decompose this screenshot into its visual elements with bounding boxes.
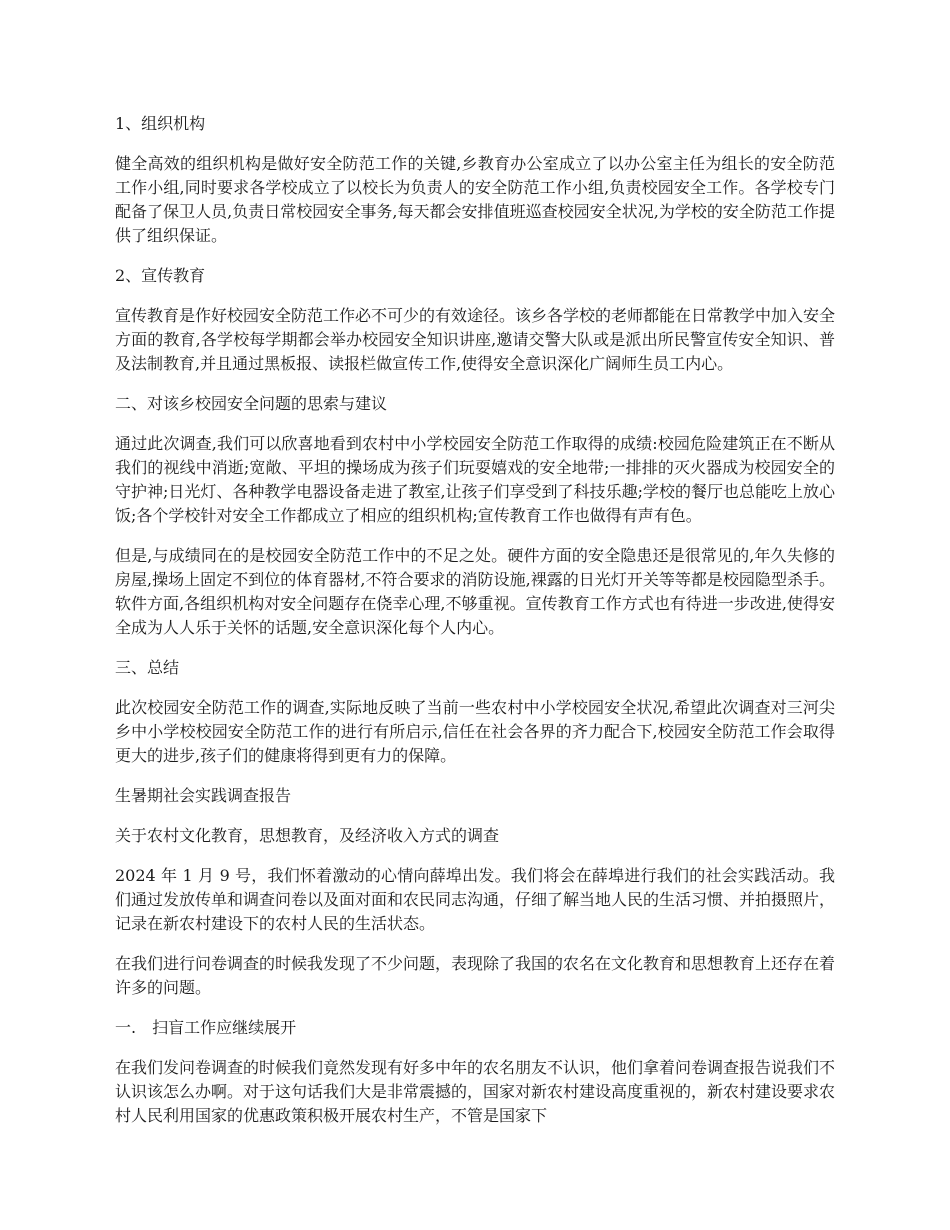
- paragraph-problems: 在我们进行问卷调查的时候我发现了不少问题，表现除了我国的农名在文化教育和思想教育上还存在着许多的问题。: [115, 954, 836, 997]
- report-title: 生暑期社会实践调查报告: [115, 786, 292, 805]
- heading-literacy: 一. 扫盲工作应继续展开: [115, 1018, 297, 1037]
- heading-organization: 1、组织机构: [115, 114, 206, 133]
- paragraph-publicity-education: 宣传教育是作好校园安全防范工作必不可少的有效途径。该乡各学校的老师都能在日常教学中加入安全方面的教育,各学校每学期都会举办校园安全知识讲座,邀请交警大队或是派出所民警宣传安全知识、普及法制教育,并且通过黑板报、读报栏做宣传工作,使得安全意识深化广阔师生员工内心。: [115, 306, 836, 373]
- report-subtitle: 关于农村文化教育，思想教育，及经济收入方式的调查: [115, 826, 500, 845]
- paragraph-introduction: 2024 年 1 月 9 号，我们怀着激动的心情向薛埠出发。我们将会在薛埠进行我们的社会实践活动。我们通过发放传单和调查问卷以及面对面和农民同志沟通，仔细了解当地人民的生活习惯、并拍摄照片，记录在新农村建设下的农村人民的生活状态。: [115, 866, 836, 933]
- paragraph-organization: 健全高效的组织机构是做好安全防范工作的关键,乡教育办公室成立了以办公室主任为组长的安全防范工作小组,同时要求各学校成立了以校长为负责人的安全防范工作小组,负责校园安全工作。各学校专门配备了保卫人员,负责日常校园安全事务,每天都会安排值班巡查校园安全状况,为学校的安全防范工作提供了组织保证。: [115, 154, 835, 245]
- paragraph-shortcomings: 但是,与成绩同在的是校园安全防范工作中的不足之处。硬件方面的安全隐患还是很常见的,年久失修的房屋,操场上固定不到位的体育器材,不符合要求的消防设施,裸露的日光灯开关等等都是校园隐型杀手。软件方面,各组织机构对安全问题存在侥幸心理,不够重视。宣传教育工作方式也有待进一步改进,使得安全成为人人乐于关怀的话题,安全意识深化每个人内心。: [115, 546, 835, 637]
- heading-summary: 三、总结: [115, 658, 180, 677]
- paragraph-achievements: 通过此次调查,我们可以欣喜地看到农村中小学校园安全防范工作取得的成绩:校园危险建筑正在不断从我们的视线中消逝;宽敞、平坦的操场成为孩子们玩耍嬉戏的安全地带;一排排的灭火器成为校园安全的守护神;日光灯、各种教学电器设备走进了教室,让孩子们享受到了科技乐趣;学校的餐厅也总能吃上放心饭;各个学校针对安全工作都成立了相应的组织机构;宣传教育工作也做得有声有色。: [115, 434, 835, 525]
- heading-reflection: 二、对该乡校园安全问题的思索与建议: [115, 394, 388, 413]
- paragraph-literacy: 在我们发问卷调查的时候我们竟然发现有好多中年的农名朋友不认识，他们拿着问卷调查报告说我们不认识该怎么办啊。对于这句话我们大是非常震撼的，国家对新农村建设高度重视的，新农村建设要求农村人民利用国家的优惠政策积极开展农村生产，不管是国家下: [115, 1058, 835, 1125]
- document-page: [115, 112, 835, 1128]
- paragraph-summary: 此次校园安全防范工作的调查,实际地反映了当前一些农村中小学校园安全状况,希望此次调查对三河尖乡中小学校校园安全防范工作的进行有所启示,信任在社会各界的齐力配合下,校园安全防范工作会取得更大的进步,孩子们的健康将得到更有力的保障。: [115, 698, 835, 765]
- heading-publicity-education: 2、宣传教育: [115, 266, 206, 285]
